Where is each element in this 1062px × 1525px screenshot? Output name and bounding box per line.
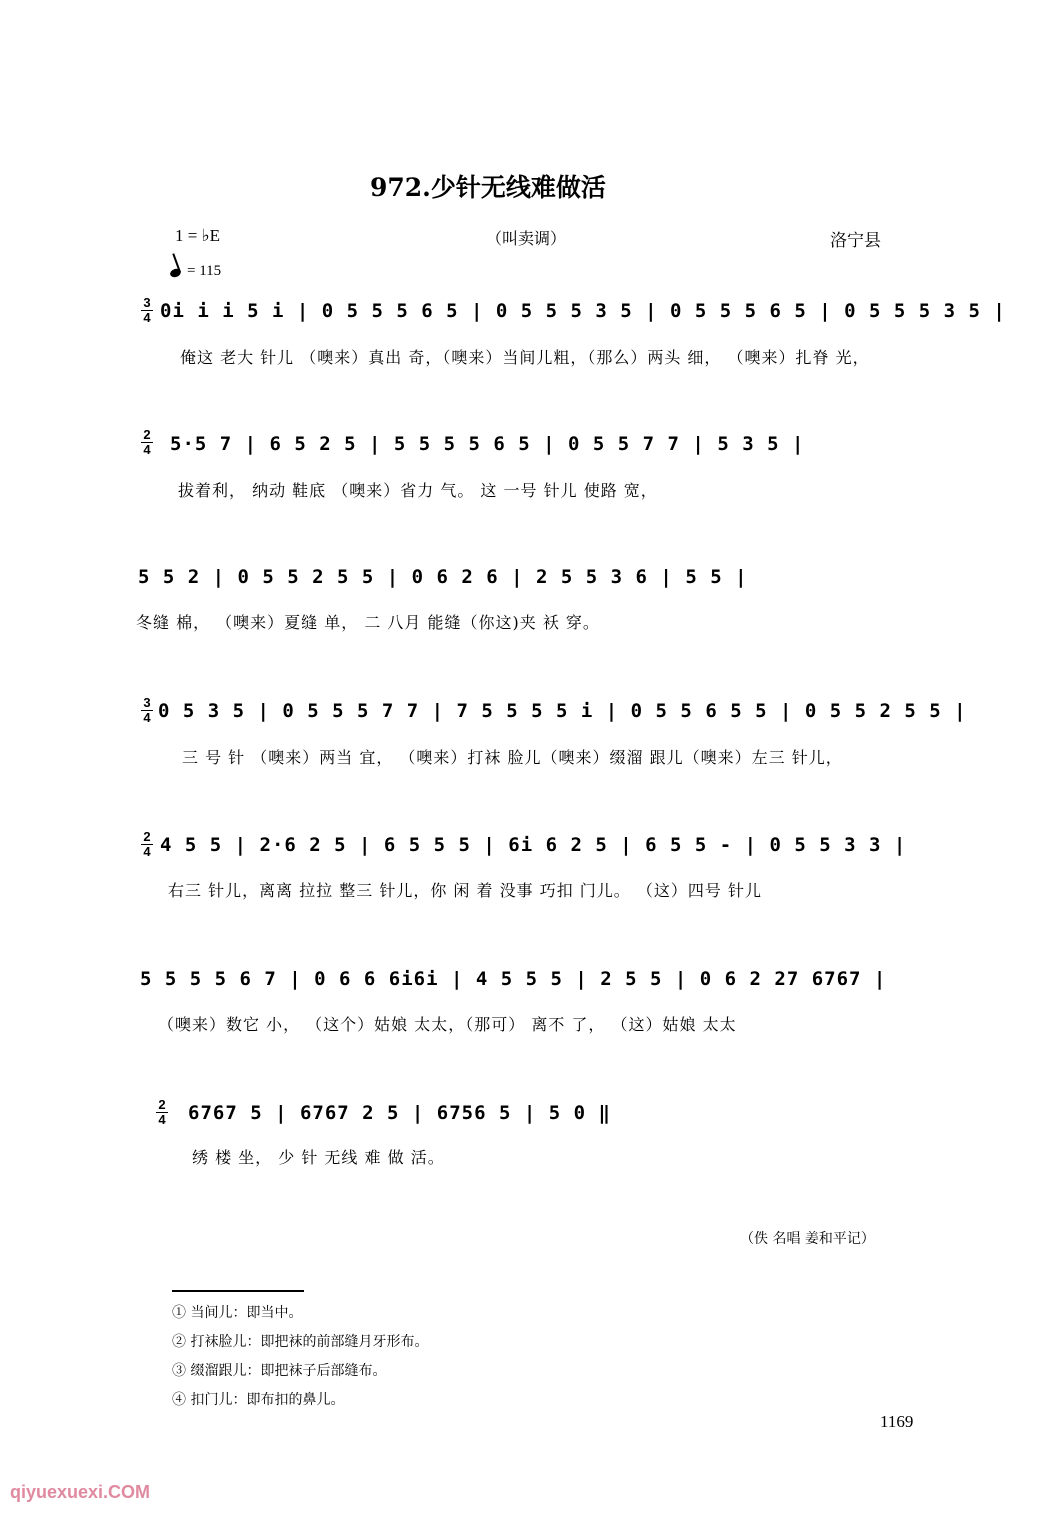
- footnote-4: ④ 扣门儿：即布扣的鼻儿。: [172, 1392, 345, 1408]
- footnote-3: ③ 缀溜跟儿：即把袜子后部缝布。: [172, 1363, 387, 1379]
- lyric-line-6: （噢来）数它 小， （这个）姑娘 太太，（那可） 离不 了， （这）姑娘 太太: [158, 1015, 737, 1034]
- footnote-divider: [172, 1290, 304, 1292]
- lyric-line-2: 拔着利， 纳动 鞋底 （噢来）省力 气。 这 一号 针儿 使路 宽，: [178, 481, 658, 500]
- song-region: 洛宁县: [830, 231, 881, 251]
- performer-credit: （佚 名唱 姜和平记）: [740, 1231, 875, 1247]
- time-signature: 3 4: [141, 696, 153, 725]
- song-title: 972.少针无线难做活: [370, 173, 606, 202]
- notation-line-4: 0 5 3 5 | 0 5 5 5 7 7 | 7 5 5 5 5 i | 0 5 5 6 5 5 | 0 5 5 2 5 5 |: [158, 700, 967, 722]
- time-signature: 2 4: [141, 428, 153, 457]
- notation-line-2: 5·5 7 | 6 5 2 5 | 5 5 5 5 6 5 | 0 5 5 7 7 | 5 3 5 |: [170, 433, 805, 455]
- key-signature: 1 = ♭E: [175, 226, 220, 245]
- song-genre: （叫卖调）: [486, 229, 567, 248]
- lyric-line-4: 三 号 针 （噢来）两当 宜， （噢来）打袜 脸儿（噢来）缀溜 跟儿（噢来）左三 针儿，: [182, 748, 843, 767]
- lyric-line-5: 右三 针儿，离离 拉拉 整三 针儿，你 闲 着 没事 巧扣 门儿。 （这）四号 针儿: [168, 881, 762, 900]
- time-signature: 2 4: [156, 1098, 168, 1127]
- page-number: 1169: [880, 1412, 914, 1431]
- tempo-marking: [170, 263, 221, 280]
- notation-line-3: 5 5 2 | 0 5 5 2 5 5 | 0 6 2 6 | 2 5 5 3 6 | 5 5 |: [138, 566, 748, 588]
- lyric-line-3: 冬缝 棉， （噢来）夏缝 单， 二 八月 能缝（你这)夹 袄 穿。: [136, 613, 600, 632]
- notation-line-5: 4 5 5 | 2·6 2 5 | 6 5 5 5 | 6i 6 2 5 | 6 5 5 - | 0 5 5 3 3 |: [160, 834, 907, 856]
- quarter-note-icon: [169, 267, 182, 278]
- time-signature: 2 4: [141, 830, 153, 859]
- notation-line-7: 6767 5 | 6767 2 5 | 6756 5 | 5 0 ‖: [188, 1102, 611, 1124]
- footnote-2: ② 打袜脸儿：即把袜的前部缝月牙形布。: [172, 1334, 429, 1350]
- lyric-line-1: 俺这 老大 针儿 （噢来）真出 奇，（噢来）当间儿粗，（那么）两头 细， （噢来）扎脊 光，: [180, 348, 870, 367]
- notation-line-6: 5 5 5 5 6 7 | 0 6 6 6i6i | 4 5 5 5 | 2 5 5 | 0 6 2 27 6767 |: [140, 968, 887, 990]
- time-signature: 3 4: [141, 296, 153, 325]
- notation-line-1: 0i i i 5 i | 0 5 5 5 6 5 | 0 5 5 5 3 5 | 0 5 5 5 6 5 | 0 5 5 5 3 5 |: [160, 300, 1006, 322]
- site-watermark: qiyuexuexi.COM: [10, 1482, 151, 1502]
- footnote-1: ① 当间儿：即当中。: [172, 1305, 303, 1321]
- lyric-line-7: 绣 楼 坐， 少 针 无线 难 做 活。: [192, 1148, 445, 1167]
- tempo-value: = 115: [187, 263, 222, 279]
